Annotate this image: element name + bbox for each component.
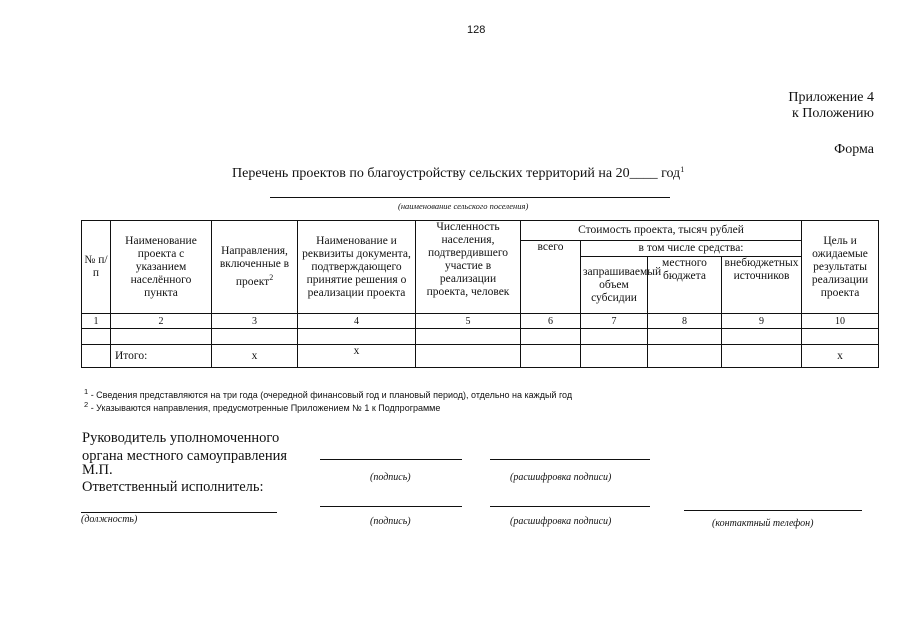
stamp-label: М.П. xyxy=(82,462,113,478)
col-number-10: 10 xyxy=(802,314,879,329)
total-label: Итого: xyxy=(111,345,212,368)
footnote-1-text: - Сведения представляются на три года (очередной финансовый год и плановый период), отдельно на каждый год xyxy=(90,390,573,400)
header-including: в том числе средства: xyxy=(581,241,802,257)
footnote-2 xyxy=(84,400,440,413)
executor-signature-hint: (подпись) xyxy=(370,516,411,527)
settlement-underline xyxy=(270,197,670,198)
table-row xyxy=(82,329,879,345)
total-details-x: х xyxy=(298,345,416,368)
executor-decoding-line xyxy=(490,506,650,507)
col-number-6: 6 xyxy=(521,314,581,329)
head-title-line-1: Руководитель уполномоченного xyxy=(82,430,280,446)
executor-position-hint: (должность) xyxy=(81,514,138,525)
header-num: № п/п xyxy=(82,221,111,314)
footnote-1-mark: 1 xyxy=(84,387,89,396)
header-goal: Цель и ожидаемые результаты реализации проекта xyxy=(802,221,879,314)
header-document-details: Наименование и реквизиты документа, подтверждающего принятие решения о реализации проекта xyxy=(298,221,416,314)
projects-table xyxy=(81,220,879,368)
header-extra-budget: внебюджетных источников xyxy=(722,257,802,314)
header-project-name: Наименование проекта с указанием населённого пункта xyxy=(111,221,212,314)
appendix-line-1: Приложение 4 xyxy=(788,90,874,105)
header-directions-sup: 2 xyxy=(269,273,274,283)
header-local-budget: местного бюджета xyxy=(648,257,722,314)
col-number-8: 8 xyxy=(648,314,722,329)
head-decoding-line xyxy=(490,459,650,460)
header-directions-text: Направления, включенные в проект xyxy=(219,245,290,288)
executor-position-line xyxy=(81,512,277,513)
executor-phone-hint: (контактный телефон) xyxy=(712,518,814,529)
col-number-9: 9 xyxy=(722,314,802,329)
footnote-2-text: - Указываются направления, предусмотренные Приложением № 1 к Подпрограмме xyxy=(90,403,441,413)
total-goal-x: х xyxy=(802,345,879,368)
col-number-2: 2 xyxy=(111,314,212,329)
page-number: 128 xyxy=(467,24,486,36)
col-number-4: 4 xyxy=(298,314,416,329)
title-footnote-mark: 1 xyxy=(680,165,685,174)
head-title-line-2: органа местного самоуправления xyxy=(82,448,288,464)
appendix-line-2: к Положению xyxy=(791,106,874,121)
executor-decoding-hint: (расшифровка подписи) xyxy=(510,516,612,527)
appendix-reference xyxy=(788,90,874,122)
head-decoding-hint: (расшифровка подписи) xyxy=(510,472,612,483)
title-text: Перечень проектов по благоустройству сельских территорий на 20____ год xyxy=(232,166,681,181)
header-directions xyxy=(212,221,298,314)
col-number-1: 1 xyxy=(82,314,111,329)
document-title xyxy=(232,166,684,182)
header-cost-total: всего xyxy=(521,241,581,314)
total-row xyxy=(82,345,879,368)
footnote-1 xyxy=(84,387,572,400)
header-subsidy: запрашиваемый объем субсидии xyxy=(581,257,648,314)
col-number-5: 5 xyxy=(416,314,521,329)
executor-signature-line xyxy=(320,506,462,507)
header-population-count: Численность населения, подтвердившего участие в реализации проекта, человек xyxy=(416,221,521,314)
total-directions-x: х xyxy=(212,345,298,368)
head-signature-hint: (подпись) xyxy=(370,472,411,483)
footnote-2-mark: 2 xyxy=(84,400,89,409)
header-project-cost: Стоимость проекта, тысяч рублей xyxy=(521,221,802,241)
form-label: Форма xyxy=(834,142,874,157)
col-number-7: 7 xyxy=(581,314,648,329)
executor-label: Ответственный исполнитель: xyxy=(82,479,264,495)
executor-phone-line xyxy=(684,510,862,511)
settlement-hint: (наименование сельского поселения) xyxy=(398,201,529,211)
head-signature-line xyxy=(320,459,462,460)
col-number-3: 3 xyxy=(212,314,298,329)
